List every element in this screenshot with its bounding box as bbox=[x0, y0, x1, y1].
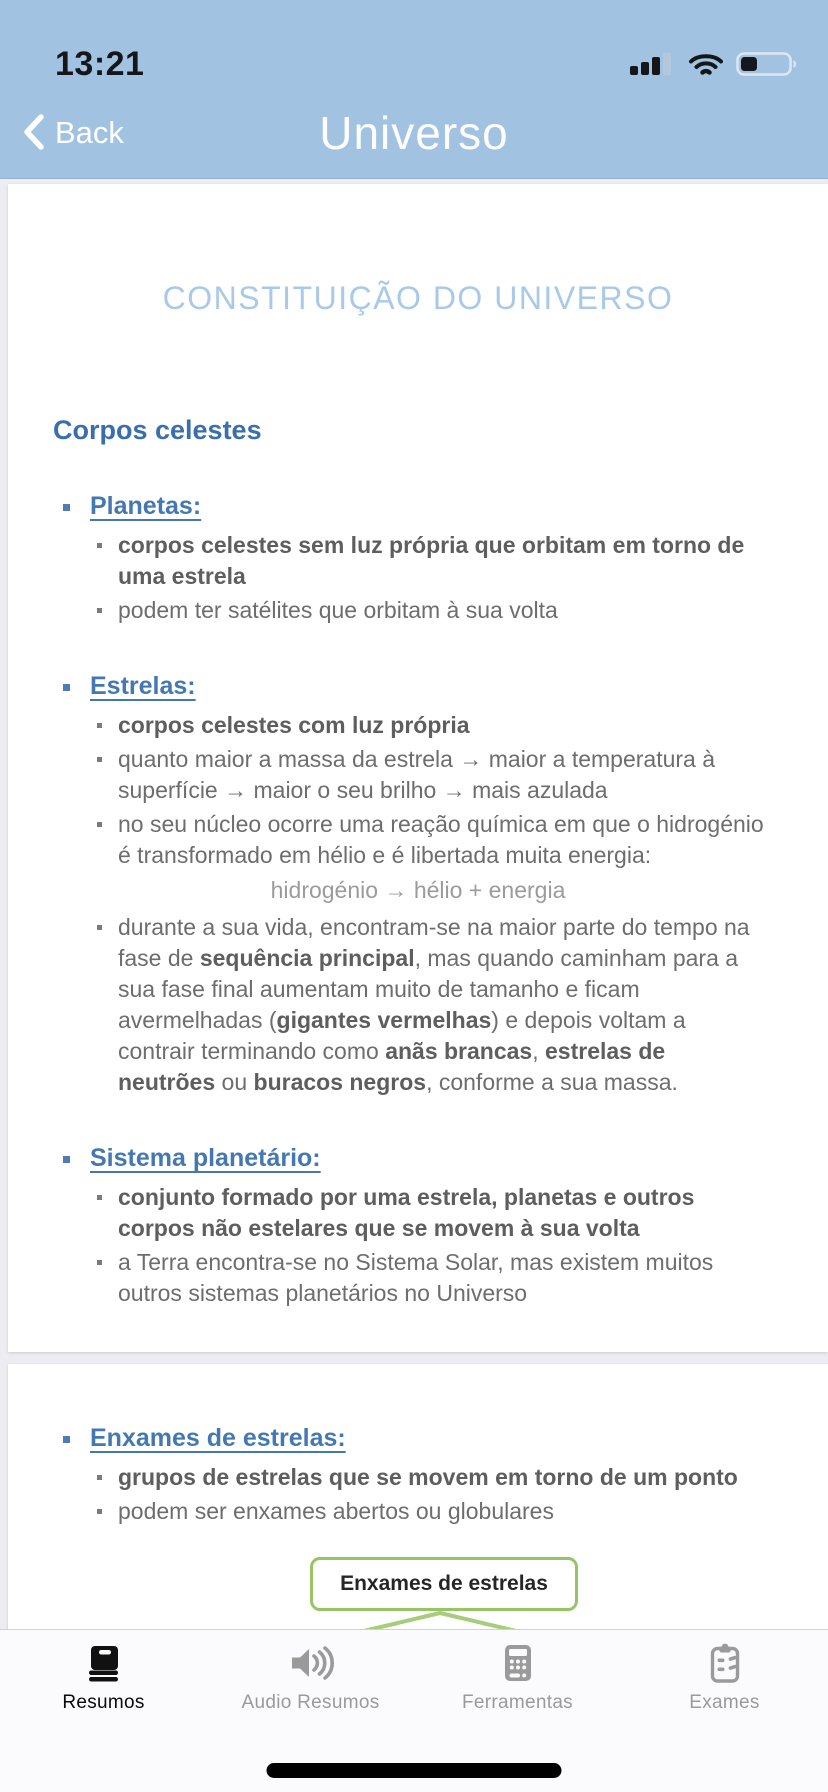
sub-bullet-icon bbox=[97, 925, 102, 930]
tab-bar bbox=[0, 1629, 828, 1792]
bullet-icon bbox=[63, 684, 70, 691]
sub-bullet-icon bbox=[97, 1195, 102, 1200]
item-text: durante a sua vida, encontram-se na maior parte do tempo na fase de sequência principal, mas quando caminham para a sua fase final aumentam muito de tamanho e ficam avermelhadas (gigantes vermelhas) e depois voltam a contrair terminando como anãs brancas, estrelas de neutrões ou buracos negros, conforme a sua massa. bbox=[118, 914, 750, 1095]
item-text: a Terra encontra-se no Sistema Solar, mas existem muitos outros sistemas planetários no Universo bbox=[118, 1249, 714, 1306]
tab-resumos[interactable] bbox=[0, 1630, 207, 1715]
sub-bullet-icon bbox=[97, 822, 102, 827]
sub-bullet-icon bbox=[97, 608, 102, 613]
page-title: Universo bbox=[319, 107, 509, 159]
item-text: conjunto formado por uma estrela, planetas e outros corpos não estelares que se movem à sua volta bbox=[118, 1184, 695, 1241]
tab-audio-resumos[interactable] bbox=[207, 1630, 414, 1715]
item-text: quanto maior a massa da estrela → maior a temperatura à superfície → maior o seu brilho → mais azulada bbox=[118, 746, 716, 803]
sub-bullet-icon bbox=[97, 1475, 102, 1480]
topic-heading bbox=[63, 1424, 828, 1453]
clock: 13:21 bbox=[55, 45, 145, 83]
chevron-left-icon bbox=[22, 113, 46, 154]
section-heading: Corpos celestes bbox=[53, 415, 262, 445]
top-chrome bbox=[0, 0, 828, 179]
tab-ferramentas[interactable] bbox=[414, 1630, 621, 1715]
clipboard-icon bbox=[705, 1643, 745, 1686]
topic bbox=[63, 1144, 828, 1309]
document-scroll-area[interactable] bbox=[0, 178, 828, 1630]
topic bbox=[63, 1424, 828, 1527]
topic-items bbox=[63, 530, 828, 626]
topic-heading bbox=[63, 672, 828, 701]
back-label: Back bbox=[55, 115, 124, 150]
list-item bbox=[63, 595, 766, 626]
topic-link[interactable]: Enxames de estrelas: bbox=[90, 1424, 346, 1452]
cellular-signal-icon bbox=[630, 52, 676, 81]
item-text: corpos celestes sem luz própria que orbitam em torno de uma estrela bbox=[118, 532, 745, 589]
tab-label: Resumos bbox=[62, 1692, 145, 1713]
topic bbox=[63, 492, 828, 626]
topic-heading bbox=[63, 1144, 828, 1173]
topic-items bbox=[63, 710, 828, 1098]
sub-bullet-icon bbox=[97, 1509, 102, 1514]
document-page-1 bbox=[8, 184, 828, 1352]
list-item bbox=[63, 1496, 766, 1527]
nav-bar bbox=[0, 90, 828, 176]
topic-link[interactable]: Planetas: bbox=[90, 492, 202, 520]
diagram bbox=[8, 1557, 828, 1630]
sub-bullet-icon bbox=[97, 723, 102, 728]
book-icon bbox=[83, 1643, 125, 1686]
item-text: podem ter satélites que orbitam à sua volta bbox=[118, 597, 558, 623]
item-text: corpos celestes com luz própria bbox=[118, 712, 470, 738]
list-item bbox=[63, 744, 766, 806]
document-page-2 bbox=[8, 1364, 828, 1630]
list-item bbox=[63, 1462, 766, 1493]
list-item bbox=[63, 912, 766, 1098]
speaker-icon bbox=[288, 1643, 334, 1686]
topic-heading bbox=[63, 492, 828, 521]
sub-bullet-icon bbox=[97, 757, 102, 762]
topic-link[interactable]: Estrelas: bbox=[90, 672, 196, 700]
status-icons bbox=[630, 51, 800, 84]
item-text: no seu núcleo ocorre uma reação química em que o hidrogénio é transformado em hélio e é libertada muita energia: bbox=[118, 811, 764, 868]
tab-label: Audio Resumos bbox=[241, 1692, 380, 1713]
item-text: podem ser enxames abertos ou globulares bbox=[118, 1498, 554, 1524]
bullet-icon bbox=[63, 1156, 70, 1163]
list-item bbox=[63, 710, 766, 741]
wifi-icon bbox=[688, 51, 724, 82]
tab-label: Exames bbox=[689, 1692, 760, 1713]
sub-bullet-icon bbox=[97, 543, 102, 548]
document-title: CONSTITUIÇÃO DO UNIVERSO bbox=[162, 280, 674, 316]
home-indicator[interactable] bbox=[267, 1763, 562, 1778]
topic-items bbox=[63, 1462, 828, 1527]
tab-label: Ferramentas bbox=[461, 1692, 573, 1713]
list-item bbox=[63, 1247, 766, 1309]
status-bar bbox=[0, 0, 828, 90]
diagram-branch-lines bbox=[8, 1607, 828, 1630]
list-item bbox=[63, 809, 766, 871]
back-button[interactable] bbox=[16, 90, 130, 176]
battery-icon bbox=[736, 51, 800, 82]
calculator-icon bbox=[498, 1643, 538, 1686]
diagram-box: Enxames de estrelas bbox=[310, 1557, 578, 1611]
bullet-icon bbox=[63, 504, 70, 511]
list-item bbox=[63, 530, 766, 592]
bullet-icon bbox=[63, 1436, 70, 1443]
formula-text: hidrogénio → hélio + energia bbox=[270, 877, 566, 903]
topic bbox=[63, 672, 828, 1098]
tab-exames[interactable] bbox=[621, 1630, 828, 1715]
topic-link[interactable]: Sistema planetário: bbox=[90, 1144, 321, 1172]
sub-bullet-icon bbox=[97, 1260, 102, 1265]
topic-items bbox=[63, 1182, 828, 1309]
item-text: grupos de estrelas que se movem em torno de um ponto bbox=[118, 1464, 738, 1490]
list-item bbox=[63, 1182, 766, 1244]
